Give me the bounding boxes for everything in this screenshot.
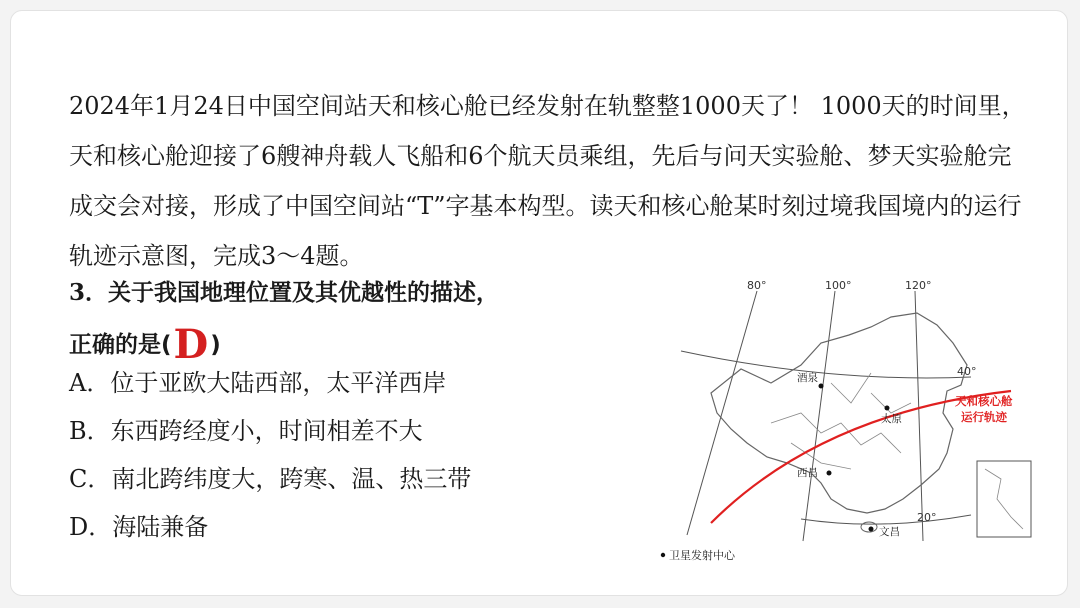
latitude-line <box>801 515 971 524</box>
city-dot-xichang <box>827 471 832 476</box>
intro-paragraph: 2024年1月24日中国空间站天和核心舱已经发射在轨整整1000天了！ 1000天的时间里，天和核心舱迎接了6艘神舟载人飞船和6个航天员乘组，先后与问天实验舱、梦天实验舱完成交会对接，形成了中国空间站“T”字基本构型。读天和核心舱某时刻过境我国境内的运行轨迹示意图，完成3～4题。 <box>69 92 1026 270</box>
answer-mark: D <box>173 321 209 368</box>
orbit-map <box>671 273 1043 573</box>
longitude-label: 120° <box>905 279 932 292</box>
option-letter: C． <box>69 465 112 493</box>
city-dot-jiuquan <box>819 384 824 389</box>
option-letter: A． <box>69 369 111 397</box>
option-a[interactable] <box>69 363 446 403</box>
city-label-jiuquan: 酒泉 <box>797 372 818 384</box>
longitude-label: 100° <box>825 279 852 292</box>
option-text: 海陆兼备 <box>112 513 209 541</box>
option-letter: B． <box>69 417 111 445</box>
legend-dot <box>661 553 665 557</box>
question-stem-tail-text: 正确的是 <box>69 332 161 358</box>
longitude-line <box>687 291 757 535</box>
question-card <box>10 10 1068 596</box>
china-outline <box>711 313 967 513</box>
longitude-label: 80° <box>747 279 767 292</box>
track-label-line2: 运行轨迹 <box>961 410 1007 424</box>
option-b[interactable] <box>69 411 423 451</box>
city-label-wenchang: 文昌 <box>879 526 900 538</box>
paren-close: ) <box>210 332 221 358</box>
city-label-taiyuan: 太原 <box>881 413 902 425</box>
orbit-map-svg <box>671 273 1043 573</box>
option-text: 南北跨纬度大，跨寒、温、热三带 <box>111 465 472 493</box>
latitude-label: 20° <box>917 511 937 524</box>
option-letter: D． <box>69 513 113 541</box>
option-text: 东西跨经度小，时间相差不大 <box>110 417 423 445</box>
longitude-line <box>915 291 923 541</box>
question-number: 3． <box>69 279 109 306</box>
paren-open: ( <box>161 332 172 358</box>
option-c[interactable] <box>69 459 471 499</box>
latitude-label: 40° <box>957 365 977 378</box>
inset-map <box>977 461 1031 537</box>
question-stem: 关于我国地理位置及其优越性的描述， <box>108 280 500 306</box>
question-title <box>69 273 499 313</box>
legend-label: 卫星发射中心 <box>669 549 735 562</box>
city-dot-wenchang <box>869 527 874 532</box>
track-label-line1: 天和核心舱 <box>955 394 1013 408</box>
option-d[interactable] <box>69 507 208 547</box>
longitude-line <box>803 291 835 541</box>
inset-coastline <box>985 469 1023 529</box>
city-label-xichang: 西昌 <box>797 467 818 479</box>
city-dot-taiyuan <box>885 406 890 411</box>
question-stem-tail <box>69 323 221 367</box>
option-text: 位于亚欧大陆西部，太平洋西岸 <box>110 369 447 397</box>
